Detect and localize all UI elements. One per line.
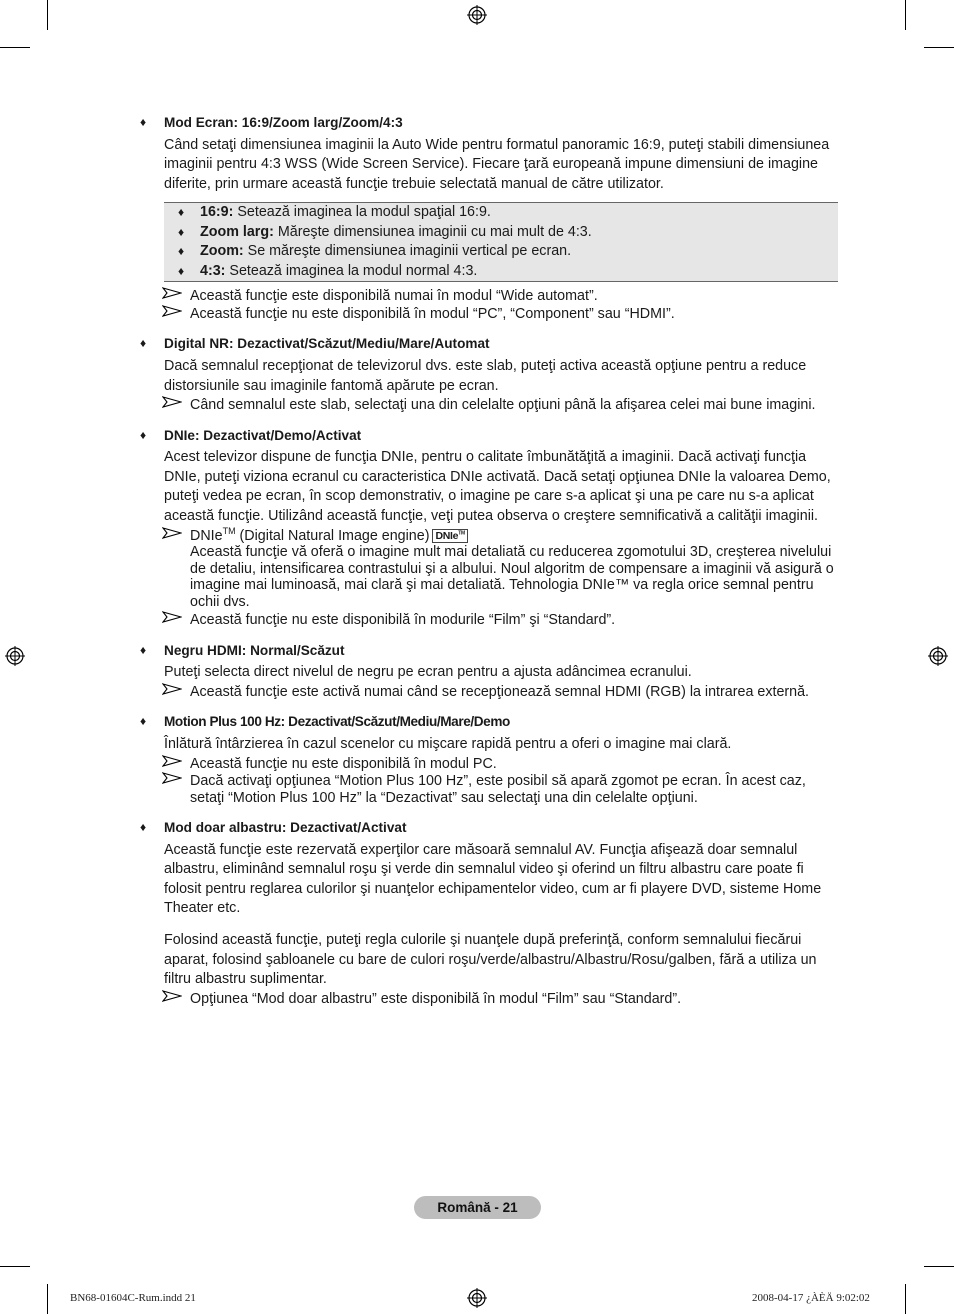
note-text: Când semnalul este slab, selectaţi una din celelalte opţiuni până la afişarea celei mai bune imagini. — [190, 397, 816, 414]
diamond-bullet-icon: ♦ — [178, 263, 185, 278]
option-text: Se măreşte dimensiunea imaginii vertical pe ecran. — [243, 243, 572, 260]
note — [138, 288, 838, 305]
note-text: Această funcţie nu este disponibilă în modul PC. — [190, 755, 497, 772]
option-label: 16:9: — [200, 204, 234, 221]
registration-target-icon — [467, 5, 487, 25]
note-arrow-icon — [162, 611, 182, 623]
note-text: Această funcţie vă oferă o imagine mult mai detaliată cu reducerea zgomotului 3D, creşterea nivelului de detaliu, intensificarea contrastului şi a albului. Noul algoritm de compensare a imaginii vă asigură o imagine mai luminoasă, mai clară şi mai detaliată. Tehnologia DNIe™ va regla orice semnal pentru ochii dvs. — [190, 544, 834, 610]
option-item — [164, 203, 838, 223]
diamond-bullet-icon: ♦ — [140, 427, 147, 442]
section-negru-hdmi — [138, 641, 838, 701]
option-item — [164, 262, 838, 282]
crop-mark — [905, 1284, 906, 1314]
note — [138, 991, 838, 1008]
diamond-bullet-icon: ♦ — [178, 244, 185, 259]
section-heading — [138, 712, 838, 732]
option-text: Setează imaginea la modul spaţial 16:9. — [233, 204, 491, 221]
heading-text: Mod doar albastru: Dezactivat/Activat — [164, 820, 407, 835]
note-text: Această funcţie nu este disponibilă în modul “PC”, “Component” sau “HDMI”. — [190, 305, 675, 322]
registration-target-icon — [467, 1288, 487, 1308]
note-text: Dacă activaţi opţiunea “Motion Plus 100 Hz”, este posibil să apară zgomot pe ecran. În acest caz, setaţi “Motion Plus 100 Hz” la “Dezactivat” sau selectaţi una din celelalte opţiuni. — [190, 773, 806, 806]
paragraph: Puteţi selecta direct nivelul de negru pe ecran pentru a ajusta adâncimea ecranului. — [164, 664, 692, 681]
dnie-logo-text: DNIe — [435, 529, 459, 542]
crop-mark — [0, 1266, 30, 1267]
paragraph: Când setaţi dimensiunea imaginii la Auto Wide pentru formatul panoramic 16:9, puteţi stabili dimensiunea imaginii pentru 4:3 WSS (Wide Screen Service). Fiecare ţară europeană impune dimensiuni de imagine diferite, prin urmare această funcţie trebuie selectată manual de către utilizator. — [164, 136, 830, 192]
option-text: Măreşte dimensiunea imaginii cu mai mult de 4:3. — [273, 223, 592, 240]
crop-mark — [0, 47, 30, 48]
section-heading — [138, 426, 838, 446]
diamond-bullet-icon: ♦ — [140, 115, 147, 129]
diamond-bullet-icon: ♦ — [140, 820, 147, 834]
note — [138, 525, 838, 611]
section-heading — [138, 818, 838, 838]
note — [138, 612, 838, 629]
section-heading — [138, 113, 838, 133]
note — [138, 684, 838, 701]
heading-text: Negru HDMI: Normal/Scăzut — [164, 642, 345, 658]
note-arrow-icon — [162, 287, 182, 299]
paragraph: Înlătură întârzierea în cazul scenelor cu mişcare rapidă pentru a oferi o imagine mai clară. — [164, 735, 732, 752]
note — [138, 756, 838, 773]
option-label: Zoom larg: — [200, 223, 274, 240]
note-arrow-icon — [162, 755, 182, 767]
note-arrow-icon — [162, 772, 182, 784]
option-item — [164, 242, 838, 262]
heading-text: Mod Ecran: 16:9/Zoom larg/Zoom/4:3 — [164, 115, 403, 130]
note — [138, 397, 838, 414]
page-number-badge: Română - 21 — [414, 1196, 541, 1219]
diamond-bullet-icon: ♦ — [178, 205, 185, 220]
note-arrow-icon — [162, 527, 182, 539]
section-mod-ecran — [138, 113, 838, 322]
diamond-bullet-icon: ♦ — [178, 224, 185, 239]
diamond-bullet-icon: ♦ — [140, 336, 147, 351]
section-dnie — [138, 426, 838, 629]
diamond-bullet-icon: ♦ — [140, 642, 147, 657]
registration-target-icon — [928, 646, 948, 666]
dnie-logo-tm: TM — [458, 530, 465, 537]
section-heading — [138, 641, 838, 661]
registration-target-icon — [5, 646, 25, 666]
option-item — [164, 223, 838, 243]
section-mod-doar-albastru — [138, 818, 838, 1007]
note-arrow-icon — [162, 396, 182, 408]
crop-mark — [924, 47, 954, 48]
option-label: 4:3: — [200, 262, 226, 279]
crop-mark — [905, 0, 906, 30]
note — [138, 773, 838, 806]
section-motion-plus — [138, 712, 838, 806]
heading-text: Motion Plus 100 Hz: Dezactivat/Scăzut/Mediu/Mare/Demo — [164, 714, 510, 730]
paragraph: Dacă semnalul recepţionat de televizorul dvs. este slab, puteţi activa această opţiune pentru a reduce distorsiunile sau imaginile fantomă apărute pe ecran. — [164, 357, 807, 394]
option-text: Setează imaginea la modul normal 4:3. — [225, 262, 478, 279]
crop-mark — [924, 1266, 954, 1267]
paragraph: Această funcţie este rezervată experţilor care măsoară semnalul AV. Funcţia afişează doar semnalul albastru, eliminând semnalul roşu şi verde din semnalul video şi oferind un filtru albastru care poate fi folosit pentru reglarea culorilor şi nuanţelor echipamentelor video, cum ar fi playere DVD, sisteme Home Theater etc. — [164, 841, 822, 917]
note-arrow-icon — [162, 683, 182, 695]
page-content — [138, 113, 838, 1019]
note-text: Această funcţie nu este disponibilă în modurile “Film” şi “Standard”. — [190, 612, 616, 629]
crop-mark — [47, 1284, 48, 1314]
options-box — [164, 202, 838, 282]
print-slug-right: 2008-04-17 ¿ÀÈÄ 9:02:02 — [752, 1292, 870, 1304]
note-arrow-icon — [162, 305, 182, 317]
note-text: Această funcţie este disponibilă numai în modul “Wide automat”. — [190, 288, 598, 305]
paragraph: Folosind această funcţie, puteţi regla culorile şi nuanţele după preferinţă, conform semnalului fiecărui aparat, folosind şabloanele cu bare de culori roşu/verde/albastru/Albastru/Rosu/galben, fără a utiliza un filtru albastru suplimentar. — [164, 931, 817, 988]
dnie-expansion: (Digital Natural Image engine) — [235, 527, 430, 544]
heading-text: DNIe: Dezactivat/Demo/Activat — [164, 427, 362, 443]
dnie-logo — [432, 529, 467, 543]
note-arrow-icon — [162, 990, 182, 1002]
paragraph: Acest televizor dispune de funcţia DNIe, pentru o calitate îmbunătăţită a imaginii. Dacă activaţi funcţia DNIe, puteţi viziona ecranul cu caracteristica DNIe activată. Dacă setaţi opţiunea DNIe la valoarea Demo, puteţi vedea pe ecran, în scop demonstrativ, o imagine pe care s-a aplicat şi una pe care nu s-a aplicat această funcţie. Utilizând această funcţie, veţi putea observa o creştere semnificativă a calităţii imaginii. — [164, 449, 831, 525]
crop-mark — [47, 0, 48, 30]
note — [138, 306, 838, 323]
diamond-bullet-icon: ♦ — [140, 714, 146, 729]
note-text: Această funcţie este activă numai când se recepţionează semnal HDMI (RGB) la intrarea externă. — [190, 683, 810, 700]
dnie-name: DNIe — [190, 527, 223, 544]
section-digital-nr — [138, 334, 838, 413]
option-label: Zoom: — [200, 243, 244, 260]
trademark-mark: TM — [222, 525, 236, 536]
heading-text: Digital NR: Dezactivat/Scăzut/Mediu/Mare/Automat — [164, 336, 490, 352]
section-heading — [138, 334, 838, 354]
print-slug-left: BN68-01604C-Rum.indd 21 — [70, 1292, 196, 1304]
note-text: Opţiunea “Mod doar albastru” este disponibilă în modul “Film” sau “Standard”. — [190, 990, 682, 1007]
